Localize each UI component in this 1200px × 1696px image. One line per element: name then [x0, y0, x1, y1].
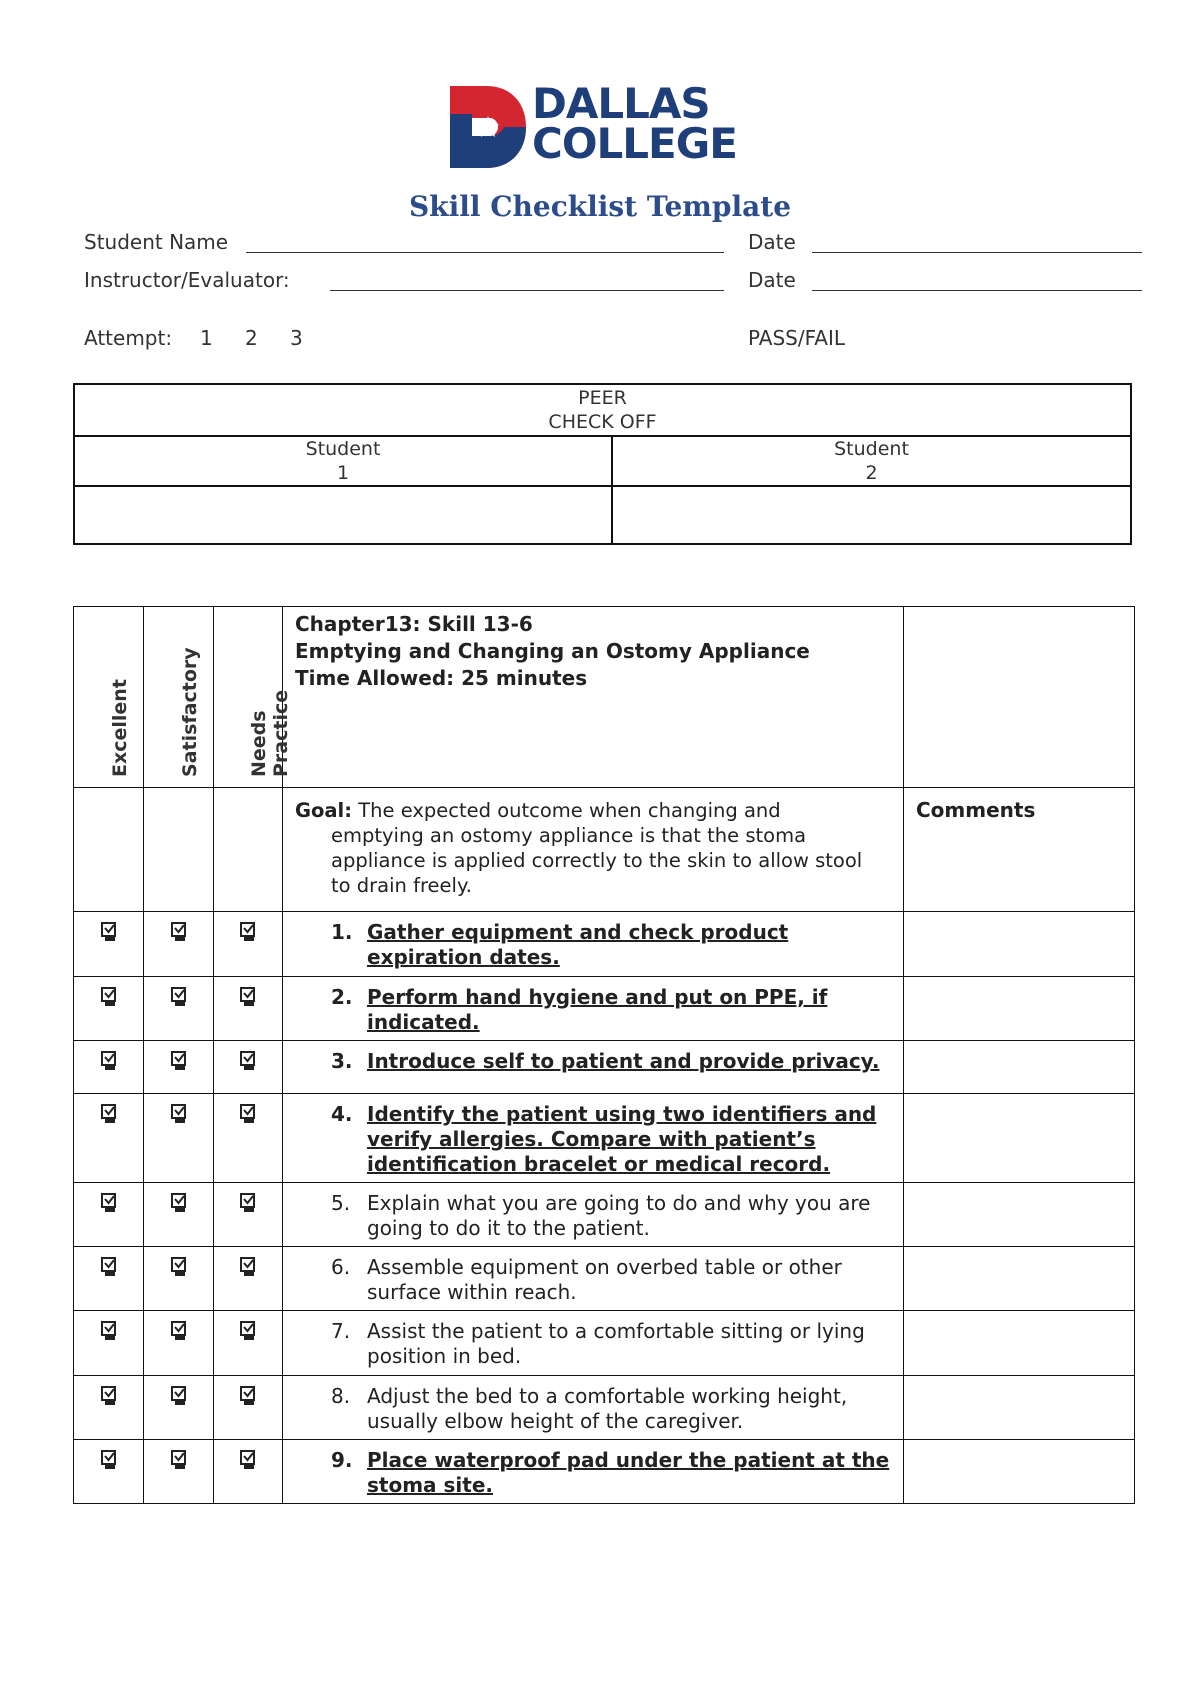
rating-cell-satisfactory[interactable]	[144, 1440, 214, 1504]
column-header-satisfactory	[144, 607, 214, 788]
step-text	[367, 1384, 847, 1434]
dallas-college-logo	[450, 79, 760, 170]
dallas-d-star-icon	[450, 86, 528, 168]
student-1-signature-cell[interactable]	[74, 486, 612, 544]
step-cell	[283, 1247, 904, 1311]
step-text-line1: Adjust the bed to a comfortable working height,	[367, 1384, 848, 1408]
student-2-signature-cell[interactable]	[612, 486, 1131, 544]
step-text-line2: usually elbow height of the caregiver.	[367, 1409, 744, 1433]
goal-line-1: The expected outcome when changing and	[358, 799, 781, 822]
student-1-label: Student	[305, 438, 381, 460]
student-2-number: 2	[865, 462, 878, 484]
checklist-step-row	[74, 1440, 1135, 1504]
goal-row-blank-2	[144, 788, 214, 912]
rating-cell-satisfactory[interactable]	[144, 1041, 214, 1094]
step-rows	[74, 912, 1135, 1504]
checklist-step-row	[74, 1247, 1135, 1311]
skill-header-cell	[283, 607, 904, 788]
attempt-option-3[interactable]: 3	[290, 326, 303, 350]
checkbox-icon[interactable]	[239, 987, 257, 1007]
checkbox-icon[interactable]	[239, 1386, 257, 1406]
checkbox-icon[interactable]	[170, 1104, 188, 1124]
step-text-line1: Gather equipment and check product	[367, 920, 789, 944]
rating-cell-needs-practice[interactable]	[214, 1247, 283, 1311]
step-text-line1: Assist the patient to a comfortable sitting or lying	[367, 1319, 865, 1343]
step-cell	[283, 1311, 904, 1376]
step-cell	[283, 1376, 904, 1440]
checkbox-icon[interactable]	[239, 922, 257, 942]
step-cell	[283, 1094, 904, 1183]
date-line-1[interactable]	[812, 252, 1142, 253]
column-header-needs-practice	[214, 607, 292, 788]
checkbox-icon[interactable]	[100, 1104, 118, 1124]
step-cell	[283, 977, 904, 1041]
checkbox-icon[interactable]	[100, 1386, 118, 1406]
attempt-label: Attempt:	[84, 326, 173, 350]
checkbox-icon[interactable]	[170, 987, 188, 1007]
goal-cell	[283, 788, 904, 912]
checkbox-icon[interactable]	[100, 1257, 118, 1277]
checkbox-icon[interactable]	[100, 922, 118, 942]
checkbox-icon[interactable]	[100, 987, 118, 1007]
checkbox-icon[interactable]	[100, 1193, 118, 1213]
rating-cell-needs-practice[interactable]	[214, 1094, 283, 1183]
time-allowed: Time Allowed: 25 minutes	[295, 666, 588, 690]
needs-practice-label	[248, 690, 292, 777]
comment-cell[interactable]	[904, 1440, 1135, 1504]
step-text-line1: Assemble equipment on overbed table or other	[367, 1255, 842, 1279]
checkbox-icon[interactable]	[170, 1386, 188, 1406]
student-2-header	[612, 436, 1131, 486]
student-1-header	[74, 436, 612, 486]
student-name-line[interactable]	[246, 252, 724, 253]
date-label-1: Date	[748, 230, 796, 254]
comment-cell[interactable]	[904, 1247, 1135, 1311]
step-text-line2: indicated.	[367, 1010, 480, 1034]
step-text	[367, 1448, 889, 1498]
step-number: 3.	[331, 1049, 353, 1073]
comment-cell[interactable]	[904, 1041, 1135, 1094]
comment-cell[interactable]	[904, 977, 1135, 1041]
step-text-line1: Introduce self to patient and provide privacy.	[367, 1049, 880, 1073]
step-text-line1: Explain what you are going to do and why you are	[367, 1191, 871, 1215]
checklist-step-row	[74, 912, 1135, 977]
skill-checklist-table	[73, 606, 1135, 1504]
checklist-step-row	[74, 1311, 1135, 1376]
rating-cell-excellent[interactable]	[74, 977, 144, 1041]
checkbox-icon[interactable]	[239, 1104, 257, 1124]
goal-label: Goal:	[295, 799, 353, 822]
rating-cell-satisfactory[interactable]	[144, 1376, 214, 1440]
step-text	[367, 985, 827, 1035]
page-title: Skill Checklist Template	[408, 190, 792, 223]
step-text-line2: stoma site.	[367, 1473, 493, 1497]
step-number: 2.	[331, 985, 353, 1009]
step-text-line1: Place waterproof pad under the patient at the	[367, 1448, 890, 1472]
step-text-line1: Perform hand hygiene and put on PPE, if	[367, 985, 828, 1009]
step-text	[367, 920, 788, 970]
step-text	[367, 1319, 865, 1369]
step-text-line3: identification bracelet or medical record.	[367, 1152, 831, 1176]
rating-cell-excellent[interactable]	[74, 912, 144, 977]
step-text-line2: going to do it to the patient.	[367, 1216, 650, 1240]
checkbox-icon[interactable]	[239, 1193, 257, 1213]
step-text-line2: position in bed.	[367, 1344, 522, 1368]
rating-cell-needs-practice[interactable]	[214, 1440, 283, 1504]
rating-cell-satisfactory[interactable]	[144, 912, 214, 977]
checkbox-icon[interactable]	[170, 1450, 188, 1470]
step-cell	[283, 1183, 904, 1247]
rating-cell-needs-practice[interactable]	[214, 1376, 283, 1440]
rating-cell-excellent[interactable]	[74, 1041, 144, 1094]
step-number: 1.	[331, 920, 353, 944]
step-number: 4.	[331, 1102, 353, 1126]
comments-label: Comments	[916, 798, 1036, 822]
goal-line-2: emptying an ostomy appliance is that the stoma	[331, 824, 807, 847]
rating-cell-satisfactory[interactable]	[144, 1183, 214, 1247]
rating-cell-satisfactory[interactable]	[144, 1311, 214, 1376]
peer-check-off-table	[73, 383, 1132, 545]
step-cell	[283, 912, 904, 977]
instructor-line[interactable]	[330, 290, 724, 291]
step-cell	[283, 1440, 904, 1504]
rating-cell-excellent[interactable]	[74, 1094, 144, 1183]
rating-cell-excellent[interactable]	[74, 1376, 144, 1440]
checkbox-icon[interactable]	[100, 1051, 118, 1071]
goal-row-blank-3	[214, 788, 283, 912]
header-blank-cell	[904, 607, 1135, 788]
comment-cell[interactable]	[904, 1311, 1135, 1376]
checklist-step-row	[74, 1183, 1135, 1247]
checklist-step-row	[74, 1041, 1135, 1094]
checkbox-icon[interactable]	[170, 1321, 188, 1341]
needs-label: Needs	[248, 710, 270, 777]
step-text-line2: expiration dates.	[367, 945, 560, 969]
logo-line-dallas: DALLAS	[532, 79, 710, 128]
rating-cell-excellent[interactable]	[74, 1311, 144, 1376]
comment-cell[interactable]	[904, 1183, 1135, 1247]
step-number: 8.	[331, 1384, 351, 1408]
checkbox-icon[interactable]	[170, 922, 188, 942]
rating-cell-satisfactory[interactable]	[144, 1247, 214, 1311]
comment-cell[interactable]	[904, 912, 1135, 977]
chapter-label: Chapter13: Skill 13-6	[295, 612, 533, 636]
rating-cell-needs-practice[interactable]	[214, 1041, 283, 1094]
checkbox-icon[interactable]	[170, 1193, 188, 1213]
satisfactory-label: Satisfactory	[178, 647, 201, 777]
goal-line-4: to drain freely.	[331, 874, 472, 897]
checkbox-icon[interactable]	[170, 1051, 188, 1071]
step-number: 6.	[331, 1255, 351, 1279]
rating-cell-satisfactory[interactable]	[144, 1094, 214, 1183]
rating-cell-excellent[interactable]	[74, 1183, 144, 1247]
student-2-label: Student	[834, 438, 909, 460]
checkbox-icon[interactable]	[239, 1051, 257, 1071]
goal-row-blank-1	[74, 788, 144, 912]
comment-cell[interactable]	[904, 1376, 1135, 1440]
date-line-2[interactable]	[812, 290, 1142, 291]
comments-header-cell	[904, 788, 1135, 912]
pass-fail-label: PASS/FAIL	[748, 326, 845, 350]
comment-cell[interactable]	[904, 1094, 1135, 1183]
peer-check-off-header	[74, 384, 1131, 436]
checkbox-icon[interactable]	[239, 1450, 257, 1470]
checkbox-icon[interactable]	[170, 1257, 188, 1277]
step-text	[367, 1191, 870, 1241]
rating-cell-excellent[interactable]	[74, 1247, 144, 1311]
step-text	[367, 1255, 842, 1305]
practice-label: Practice	[270, 689, 292, 777]
step-text-line2: verify allergies. Compare with patient’s	[367, 1127, 816, 1151]
student-1-number: 1	[336, 462, 350, 484]
excellent-label: Excellent	[108, 679, 131, 777]
student-name-label: Student Name	[84, 230, 229, 254]
step-number: 7.	[331, 1319, 351, 1343]
rating-cell-needs-practice[interactable]	[214, 977, 283, 1041]
date-label-2: Date	[748, 268, 796, 292]
rating-cell-satisfactory[interactable]	[144, 977, 214, 1041]
step-cell	[283, 1041, 904, 1094]
checklist-step-row	[74, 977, 1135, 1041]
checkbox-icon[interactable]	[100, 1321, 118, 1341]
rating-cell-excellent[interactable]	[74, 1440, 144, 1504]
step-number: 5.	[331, 1191, 351, 1215]
checklist-step-row	[74, 1376, 1135, 1440]
checklist-step-row	[74, 1094, 1135, 1183]
rating-cell-needs-practice[interactable]	[214, 1311, 283, 1376]
rating-cell-needs-practice[interactable]	[214, 1183, 283, 1247]
checkbox-icon[interactable]	[239, 1257, 257, 1277]
step-text	[367, 1102, 876, 1177]
skill-title: Emptying and Changing an Ostomy Appliance	[295, 639, 810, 663]
step-number: 9.	[331, 1448, 353, 1472]
step-text	[367, 1049, 879, 1074]
checkbox-icon[interactable]	[239, 1321, 257, 1341]
logo-line-college: COLLEGE	[532, 119, 737, 168]
instructor-label: Instructor/Evaluator:	[84, 268, 290, 292]
step-text-line1: Identify the patient using two identifiers and	[367, 1102, 877, 1126]
column-header-excellent	[74, 607, 144, 788]
step-text-line2: surface within reach.	[367, 1280, 577, 1304]
attempt-option-1[interactable]: 1	[200, 326, 213, 350]
checkbox-icon[interactable]	[100, 1450, 118, 1470]
peer-title-line1: PEER	[578, 387, 627, 409]
rating-cell-needs-practice[interactable]	[214, 912, 283, 977]
goal-line-3: appliance is applied correctly to the skin to allow stool	[331, 849, 863, 872]
peer-title-line2: CHECK OFF	[548, 411, 657, 433]
attempt-option-2[interactable]: 2	[245, 326, 258, 350]
